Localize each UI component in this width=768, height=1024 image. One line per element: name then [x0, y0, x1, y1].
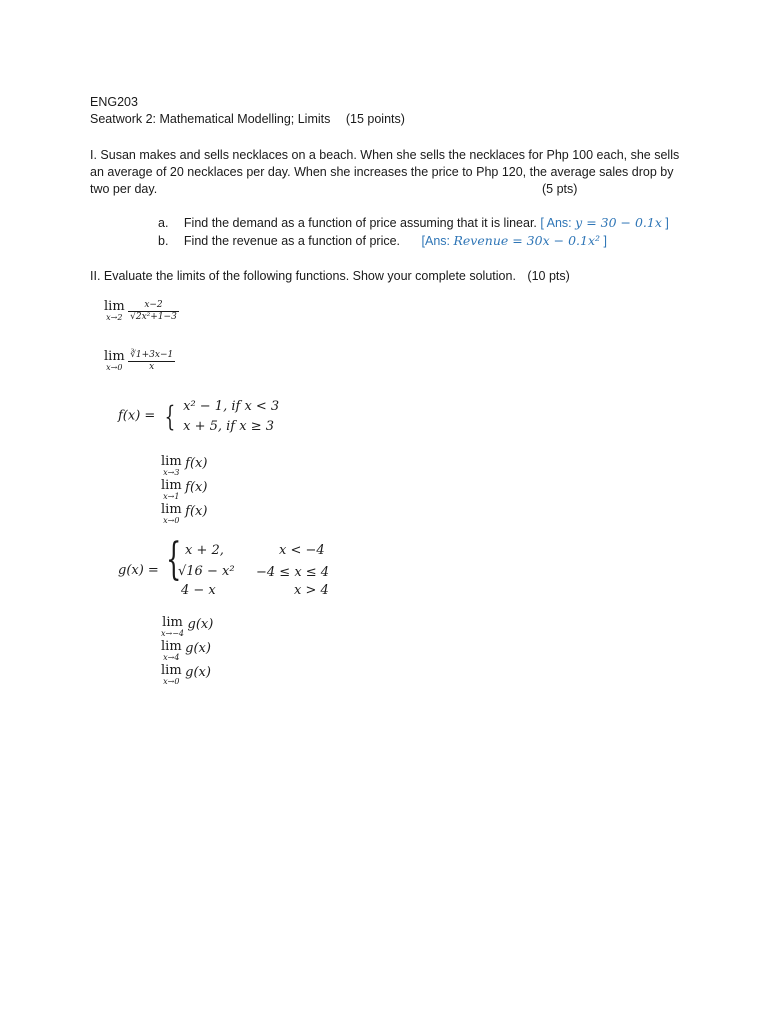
f-limit-2: [161, 479, 207, 501]
lim-subscript: x→1: [163, 492, 180, 501]
item-a-answer: [540, 216, 668, 230]
course-code: ENG203: [90, 95, 138, 109]
limit-1-operator: [104, 300, 125, 322]
g-case-3-expr: 4 − x: [181, 583, 216, 598]
problem-1-points: (5 pts): [542, 182, 578, 196]
item-a-answer-suffix: ]: [665, 216, 669, 230]
lim-subscript: x→−4: [161, 629, 185, 638]
total-points: (15 points): [345, 112, 405, 126]
limit-1-fraction: [128, 300, 179, 323]
fraction-numerator: ∛1+3x−1: [130, 350, 174, 360]
item-a: [158, 215, 669, 232]
g-limit-1: [161, 616, 213, 638]
problem-2-text: II. Evaluate the limits of the following functions. Show your complete solution.: [90, 269, 516, 283]
lim-subscript: x→3: [163, 468, 180, 477]
item-b-answer-suffix: ]: [603, 234, 607, 248]
problem-1-text: I. Susan makes and sells necklaces on a beach. When she sells the necklaces for Php 100 each, she sells an average of 20 necklaces per day. When she increases the price to Php 120, the average sales drop by two per day.: [90, 148, 680, 196]
lim-word: lim: [104, 299, 125, 315]
lim-operator: [161, 503, 182, 525]
lim-expression: f(x): [185, 480, 208, 495]
lim-operator: [161, 664, 182, 686]
item-b-answer: [422, 234, 607, 248]
g-case-2-expr: √16 − x²: [178, 564, 235, 579]
left-brace-icon: {: [164, 399, 176, 433]
f-definition: [118, 397, 279, 436]
g-limit-3: [161, 664, 211, 686]
item-b: [158, 233, 607, 250]
f-lhs: f(x) =: [118, 408, 156, 424]
fraction-denominator: √2x²+1−3: [130, 311, 177, 322]
lim-subscript: x→4: [163, 653, 180, 662]
lim-operator: [161, 616, 184, 638]
lim-operator: [161, 479, 182, 501]
lim-expression: f(x): [185, 504, 208, 519]
f-cases: [183, 397, 279, 436]
seatwork-title: [90, 111, 405, 128]
lim-word: lim: [161, 502, 182, 517]
lim-word: lim: [104, 349, 125, 365]
item-a-text: Find the demand as a function of price assuming that it is linear.: [183, 216, 537, 230]
lim-expression: f(x): [185, 456, 208, 471]
seatwork-title-text: Seatwork 2: Mathematical Modelling; Limits: [90, 112, 331, 126]
lim-subscript: x→0: [163, 516, 180, 525]
item-a-answer-prefix: [ Ans:: [540, 216, 572, 230]
g-case-2-condition: −4 ≤ x ≤ 4: [256, 565, 330, 580]
item-a-answer-math: y = 30 − 0.1x: [575, 215, 662, 230]
limit-1: [104, 300, 179, 323]
lim-operator: [161, 455, 182, 477]
f-case-2: x + 5, if x ≥ 3: [183, 418, 274, 434]
lim-word: lim: [161, 454, 182, 469]
g-case-1-expr: x + 2,: [185, 543, 224, 558]
g-limit-2: [161, 640, 211, 662]
g-case-1-condition: x < −4: [279, 543, 325, 558]
lim-word: lim: [161, 663, 182, 678]
f-limit-1: [161, 455, 207, 477]
problem-2-heading: [90, 268, 570, 285]
item-a-letter: a.: [158, 216, 169, 230]
limit-2: [104, 350, 175, 373]
lim-word: lim: [161, 639, 182, 654]
limit-2-operator: [104, 350, 125, 372]
f-case-1: x² − 1, if x < 3: [183, 399, 280, 414]
lim-subscript: x→0: [106, 363, 123, 373]
lim-word: lim: [161, 478, 182, 493]
item-b-text: Find the revenue as a function of price.: [183, 234, 401, 248]
lim-expression: g(x): [187, 617, 214, 632]
f-limit-3: [161, 503, 207, 525]
problem-2-points: (10 pts): [527, 269, 570, 283]
lim-subscript: x→2: [106, 313, 123, 323]
limit-2-fraction: [128, 350, 175, 373]
g-lhs-text: g(x) =: [118, 563, 159, 578]
fraction-denominator: x: [149, 361, 155, 372]
item-b-letter: b.: [158, 234, 169, 248]
left-brace-icon: {: [166, 534, 182, 585]
lim-subscript: x→0: [163, 677, 180, 686]
item-b-answer-math: Revenue = 30x − 0.1x²: [453, 233, 601, 248]
g-lhs: [118, 562, 159, 580]
lim-expression: g(x): [185, 641, 211, 656]
lim-operator: [161, 640, 182, 662]
lim-expression: g(x): [185, 665, 211, 680]
g-case-3-condition: x > 4: [294, 583, 329, 598]
fraction-numerator: x−2: [128, 300, 179, 312]
item-b-answer-prefix: [Ans:: [421, 234, 451, 248]
lim-word: lim: [162, 615, 183, 630]
